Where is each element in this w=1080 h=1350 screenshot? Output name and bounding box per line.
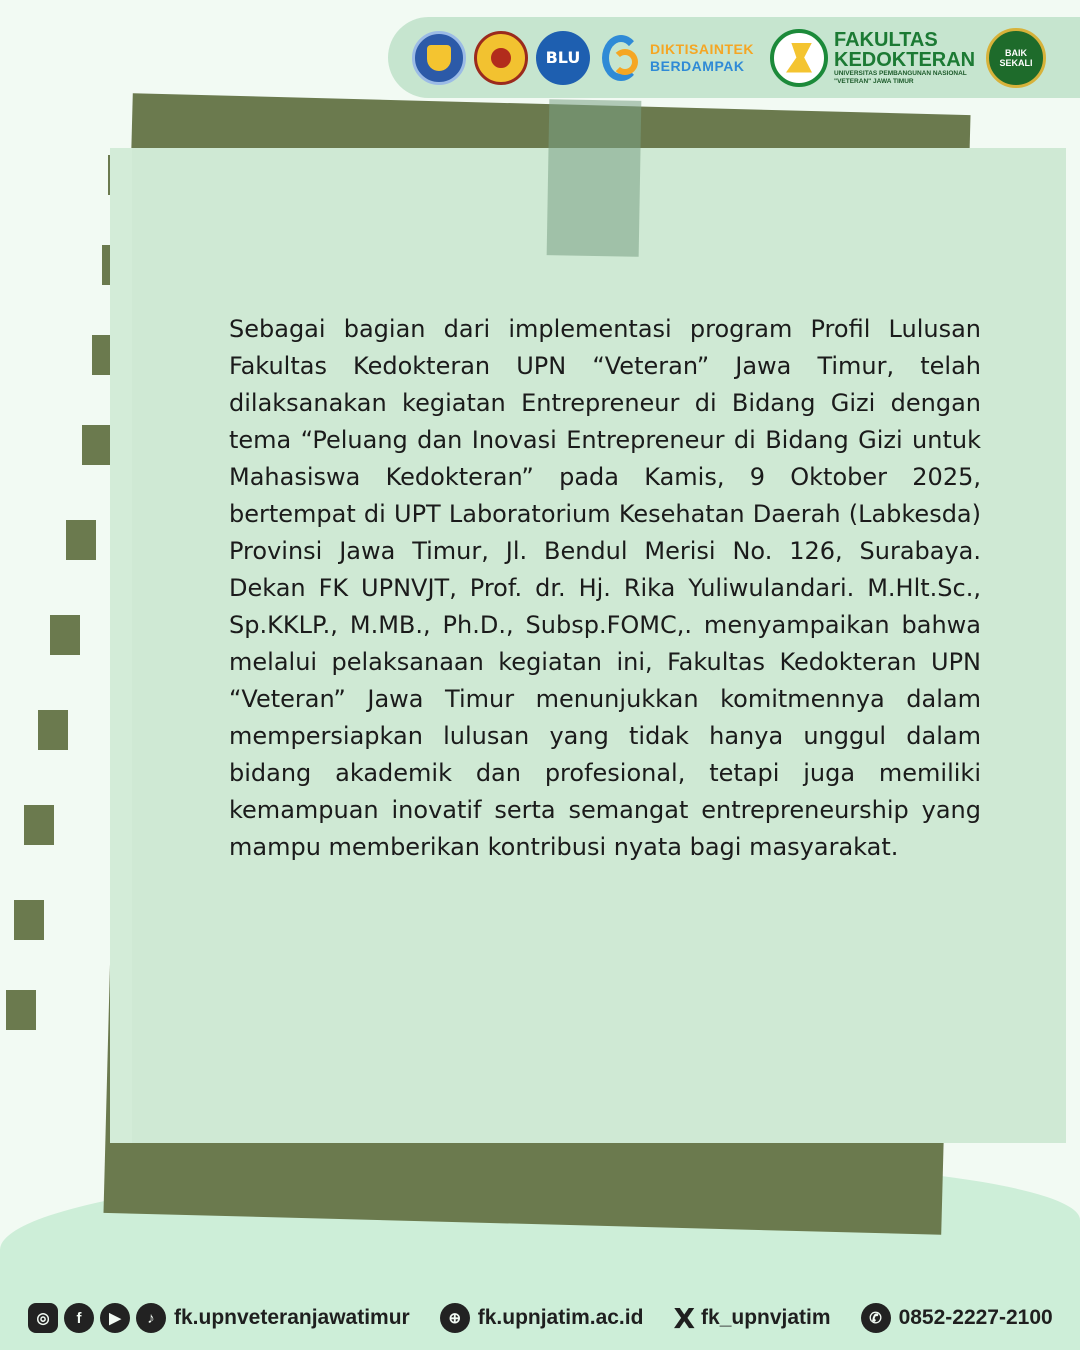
x-handle[interactable]: fk_upnvjatim bbox=[701, 1306, 831, 1329]
social-handle[interactable]: fk.upnveteranjawatimur bbox=[174, 1306, 410, 1329]
notebook-tab bbox=[50, 615, 80, 655]
notebook-tab bbox=[38, 710, 68, 750]
youtube-icon[interactable]: ▶ bbox=[100, 1303, 130, 1333]
diktisaintek-logo bbox=[596, 17, 754, 98]
diktisaintek-line2: BERDAMPAK bbox=[650, 57, 745, 74]
fakultas-kedokteran-logo bbox=[770, 17, 975, 98]
diktisaintek-mark-icon bbox=[596, 31, 646, 85]
fk-line3: UNIVERSITAS PEMBANGUNAN NASIONAL bbox=[834, 69, 967, 77]
fk-line4: "VETERAN" JAWA TIMUR bbox=[834, 77, 914, 85]
facebook-icon[interactable]: f bbox=[64, 1303, 94, 1333]
x-group[interactable] bbox=[673, 1302, 830, 1335]
blu-logo: BLU bbox=[536, 17, 590, 98]
akreditasi-badge bbox=[986, 17, 1046, 98]
logo-bar bbox=[388, 17, 1080, 98]
akreditasi-line1: BAIK bbox=[1004, 47, 1027, 58]
notebook-tab bbox=[66, 520, 96, 560]
diktisaintek-line1: DIKTISAINTEK bbox=[650, 40, 754, 57]
globe-icon[interactable]: ⊕ bbox=[440, 1303, 470, 1333]
notebook-tab bbox=[82, 425, 112, 465]
x-icon[interactable]: X bbox=[673, 1301, 696, 1335]
article-paragraph: Sebagai bagian dari implementasi program Profil Lulusan Fakultas Kedokteran UPN “Veteran” Jawa Timur, telah dilaksanakan kegiatan Entrepreneur di Bidang Gizi dengan tema “Peluang dan Inovasi Entrepreneur di Bidang Gizi untuk Mahasiswa Kedokteran” pada Kamis, 9 Oktober 2025, bertempat di UPT Laboratorium Kesehatan Daerah (Labkesda) Provinsi Jawa Timur, Jl. Bendul Merisi No. 126, Surabaya. Dekan FK UPNVJT, Prof. dr. Hj. Rika Yuliwulandari. M.Hlt.Sc., Sp.KKLP., M.MB., Ph.D., Subsp.FOMC,. menyampaikan bahwa melalui pelaksanaan kegiatan ini, Fakultas Kedokteran UPN “Veteran” Jawa Timur menunjukkan komitmennya dalam mempersiapkan lulusan yang tidak hanya unggul dalam bidang akademik dan profesional, tetapi juga memiliki kemampuan inovatif serta semangat entrepreneurship yang mampu memberikan kontribusi nyata bagi masyarakat. bbox=[229, 315, 981, 861]
whatsapp-icon[interactable]: ✆ bbox=[861, 1303, 891, 1333]
tape-strip bbox=[547, 99, 642, 257]
whatsapp-group[interactable] bbox=[861, 1303, 1053, 1333]
website-link[interactable]: fk.upnjatim.ac.id bbox=[477, 1306, 644, 1329]
ministry-logo bbox=[412, 17, 466, 98]
fk-emblem-icon bbox=[770, 29, 828, 87]
akreditasi-line2: SEKALI bbox=[999, 57, 1033, 68]
website-group[interactable] bbox=[440, 1303, 644, 1333]
notebook-tab bbox=[24, 805, 54, 845]
notebook-tab bbox=[14, 900, 44, 940]
footer bbox=[28, 1300, 1053, 1336]
university-seal-logo bbox=[474, 17, 528, 98]
instagram-icon[interactable]: ◎ bbox=[28, 1303, 58, 1333]
whatsapp-number[interactable]: 0852-2227-2100 bbox=[898, 1306, 1053, 1329]
social-group[interactable] bbox=[28, 1303, 410, 1333]
tiktok-icon[interactable]: ♪ bbox=[136, 1303, 166, 1333]
notebook-tab bbox=[6, 990, 36, 1030]
fk-line2: KEDOKTERAN bbox=[834, 48, 976, 71]
fk-line1: FAKULTAS bbox=[834, 28, 938, 51]
